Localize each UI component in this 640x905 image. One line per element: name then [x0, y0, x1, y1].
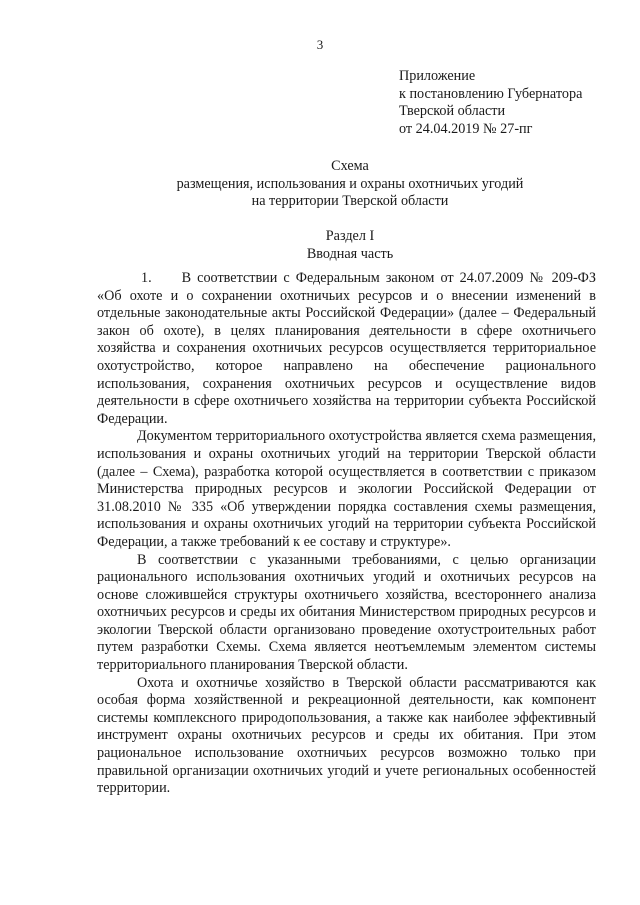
paragraph-1-text: В соответствии с Федеральным законом от 24.07.2009 № 209-ФЗ «Об охоте и о сохранении охотничьих ресурсов и о внесении изменений в отдельные законодательные акты Российской Федерации» (далее – Федеральный закон об охоте), в целях планирования деятельности в сфере охотничьего хозяйства и сохранения охотничьих ресурсов осуществляется территориальное охотустройство, которое направлено на обеспечение рационального использования, сохранения охотничьих ресурсов и осуществление видов деятельности в сфере охотничьего хозяйства на территории субъекта Российской Федерации.	[97, 270, 596, 427]
paragraph-1	[97, 270, 596, 428]
paragraph-2: Документом территориального охотустройства является схема размещения, использования и охраны охотничьих угодий на территории Тверской области (далее – Схема), разработка которой осуществляется в соответствии с приказом Министерства природных ресурсов и экологии Российской Федерации от 31.08.2010 № 335 «Об утверждении порядка составления схемы размещения, использования и охраны охотничьих угодий на территории субъекта Российской Федерации, а также требований к ее составу и структуре».	[97, 428, 596, 550]
paragraph-3: В соответствии с указанными требованиями, с целью организации рационального использования охотничьих угодий и охотничьих ресурсов на основе сложившейся структуры охотничьего хозяйства, всестороннего анализа охотничьих ресурсов и среды их обитания Министерством природных ресурсов и экологии Тверской области организовано проведение охотустроительных работ путем разработки Схемы. Схема является неотъемлемым элементом системы территориального планирования Тверской области.	[97, 551, 596, 674]
title-line-scheme: Схема	[331, 158, 369, 174]
approval-line-region: Тверской области	[399, 103, 506, 120]
paragraph-1-number: 1.	[141, 270, 152, 286]
body-text	[97, 270, 596, 798]
section-number: Раздел I	[325, 228, 375, 244]
approval-block	[399, 68, 634, 138]
title-line-subject: размещения, использования и охраны охотничьих угодий	[176, 175, 524, 192]
title-line-territory: на территории Тверской области	[251, 193, 449, 210]
approval-line-date: от 24.04.2019 № 27-пг	[399, 120, 533, 137]
document-title	[60, 158, 640, 211]
page-number: 3	[316, 37, 324, 52]
approval-line-appendix: Приложение	[399, 68, 476, 84]
paragraph-4: Охота и охотничье хозяйство в Тверской области рассматриваются как особая форма хозяйственной и рекреационной деятельности, как компонент системы комплексного природопользования, а также как наиболее эффективный инструмент охраны охотничьих ресурсов и среды их обитания. При этом рациональное использование охотничьих ресурсов возможно только при правильной организации охотничьих угодий и учете региональных особенностей территории.	[97, 674, 596, 797]
section-name: Вводная часть	[306, 245, 394, 262]
approval-line-decree: к постановлению Губернатора	[399, 85, 583, 102]
section-heading	[60, 228, 640, 263]
